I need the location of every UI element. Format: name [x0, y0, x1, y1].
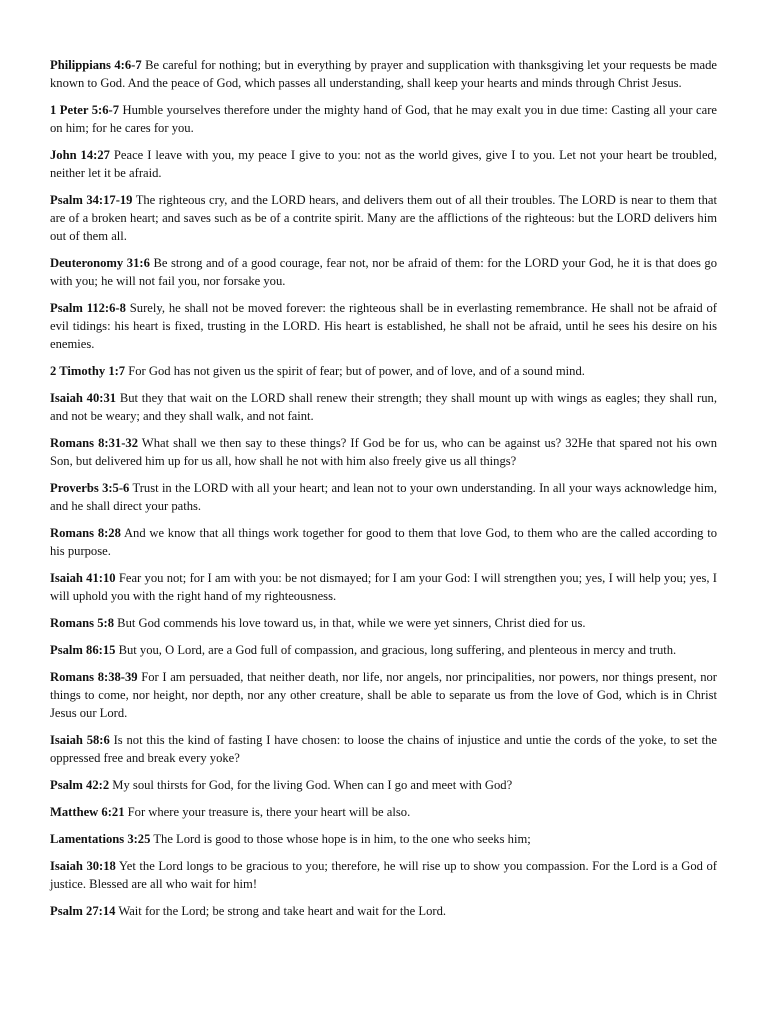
verse-reference: Psalm 27:14	[50, 904, 116, 918]
verse-paragraph	[50, 191, 717, 245]
verse-text: For where your treasure is, there your heart will be also.	[124, 805, 411, 819]
verse-paragraph	[50, 830, 717, 848]
verse-reference: Proverbs 3:5-6	[50, 481, 130, 495]
verse-paragraph	[50, 479, 717, 515]
verse-reference: Isaiah 40:31	[50, 391, 117, 405]
verse-text: Humble yourselves therefore under the mighty hand of God, that he may exalt you in due time: Casting all your care on him; for he cares for you.	[50, 103, 717, 135]
verse-paragraph	[50, 569, 717, 605]
document-page	[50, 56, 717, 929]
verse-text: Fear you not; for I am with you: be not dismayed; for I am your God: I will strengthen you; yes, I will help you; yes, I will uphold you with the right hand of my righteousness.	[50, 571, 718, 603]
verse-text: But God commends his love toward us, in that, while we were yet sinners, Christ died for us.	[114, 616, 586, 630]
verse-reference: Isaiah 41:10	[50, 571, 116, 585]
verse-paragraph	[50, 389, 717, 425]
verse-text: For I am persuaded, that neither death, nor life, nor angels, nor principalities, nor powers, nor things present, nor things to come, nor height, nor depth, nor any other creature, shall be able to separate us from the love of God, which is in Christ Jesus our Lord.	[50, 670, 717, 720]
verse-paragraph	[50, 614, 717, 632]
verse-reference: 2 Timothy 1:7	[50, 364, 126, 378]
verse-reference: 1 Peter 5:6-7	[50, 103, 120, 117]
verse-reference: Philippians 4:6-7	[50, 58, 142, 72]
verse-reference: Psalm 42:2	[50, 778, 110, 792]
verse-reference: Isaiah 30:18	[50, 859, 116, 873]
verse-paragraph	[50, 56, 717, 92]
verse-text: Wait for the Lord; be strong and take heart and wait for the Lord.	[115, 904, 447, 918]
verse-text: Yet the Lord longs to be gracious to you; therefore, he will rise up to show you compassion. For the Lord is a God of justice. Blessed are all who wait for him!	[50, 859, 717, 891]
verse-reference: Matthew 6:21	[50, 805, 125, 819]
verse-paragraph	[50, 434, 717, 470]
verse-text: Surely, he shall not be moved forever: the righteous shall be in everlasting remembrance. He shall not be afraid of evil tidings: his heart is fixed, trusting in the LORD. His heart is established, he shall not be afraid, until he sees his desire on his enemies.	[50, 301, 717, 351]
verse-reference: Romans 5:8	[50, 616, 115, 630]
verse-paragraph	[50, 101, 717, 137]
verse-text: The Lord is good to those whose hope is in him, to the one who seeks him;	[150, 832, 531, 846]
verse-text: But you, O Lord, are a God full of compassion, and gracious, long suffering, and plenteous in mercy and truth.	[115, 643, 677, 657]
verse-reference: Deuteronomy 31:6	[50, 256, 150, 270]
verse-text: But they that wait on the LORD shall renew their strength; they shall mount up with wings as eagles; they shall run, and not be weary; and they shall walk, and not faint.	[50, 391, 717, 423]
verse-reference: Romans 8:31-32	[50, 436, 138, 450]
verse-paragraph	[50, 731, 717, 767]
verse-text: Is not this the kind of fasting I have chosen: to loose the chains of injustice and untie the cords of the yoke, to set the oppressed free and break every yoke?	[50, 733, 717, 765]
verse-paragraph	[50, 776, 717, 794]
verse-text: And we know that all things work together for good to them that love God, to them who are the called according to his purpose.	[50, 526, 717, 558]
verse-paragraph	[50, 299, 717, 353]
verse-reference: Psalm 112:6-8	[50, 301, 126, 315]
verse-reference: Psalm 34:17-19	[50, 193, 133, 207]
verse-text: My soul thirsts for God, for the living God. When can I go and meet with God?	[109, 778, 513, 792]
verse-reference: Isaiah 58:6	[50, 733, 110, 747]
verse-text: Trust in the LORD with all your heart; and lean not to your own understanding. In all your ways acknowledge him, and he shall direct your paths.	[50, 481, 718, 513]
verse-reference: Psalm 86:15	[50, 643, 116, 657]
verse-reference: Romans 8:38-39	[50, 670, 138, 684]
verse-paragraph	[50, 362, 717, 380]
verse-text: Be careful for nothing; but in everything by prayer and supplication with thanksgiving let your requests be made known to God. And the peace of God, which passes all understanding, shall keep your hearts and minds through Christ Jesus.	[50, 58, 717, 90]
verse-paragraph	[50, 803, 717, 821]
verse-paragraph	[50, 902, 717, 920]
verse-reference: Romans 8:28	[50, 526, 121, 540]
verse-paragraph	[50, 146, 717, 182]
verse-text: For God has not given us the spirit of fear; but of power, and of love, and of a sound mind.	[125, 364, 585, 378]
verse-paragraph	[50, 254, 717, 290]
verse-paragraph	[50, 857, 717, 893]
verse-text: Be strong and of a good courage, fear not, nor be afraid of them: for the LORD your God, he it is that does go with you; he will not fail you, nor forsake you.	[50, 256, 718, 288]
verse-text: The righteous cry, and the LORD hears, and delivers them out of all their troubles. The LORD is near to them that are of a broken heart; and saves such as be of a contrite spirit. Many are the afflictions of the righteous: but the LORD delivers him out of them all.	[50, 193, 717, 243]
verse-paragraph	[50, 524, 717, 560]
verse-text: Peace I leave with you, my peace I give to you: not as the world gives, give I to you. Let not your heart be troubled, neither let it be afraid.	[50, 148, 717, 180]
verse-paragraph	[50, 668, 717, 722]
verse-text: What shall we then say to these things? If God be for us, who can be against us? 32He that spared not his own Son, but delivered him up for us all, how shall he not with him also freely give us all things?	[50, 436, 717, 468]
verse-reference: John 14:27	[50, 148, 110, 162]
verse-paragraph	[50, 641, 717, 659]
verse-reference: Lamentations 3:25	[50, 832, 151, 846]
